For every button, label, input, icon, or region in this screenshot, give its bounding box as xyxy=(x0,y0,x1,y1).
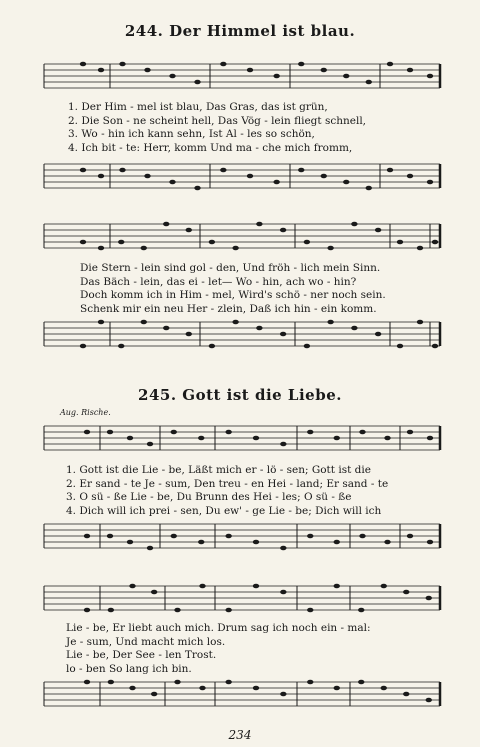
lyric-line: 4. Dich will ich prei - sen, Du ew' - ge Lie - be; Dich will ich xyxy=(66,504,382,517)
note-head xyxy=(432,344,438,349)
note-head xyxy=(280,546,286,551)
note-head xyxy=(119,168,125,173)
note-head xyxy=(209,240,215,245)
note-head xyxy=(171,430,177,435)
lyric-line: Die Stern - lein sind gol - den, Und fröh - lich mein Sinn. xyxy=(80,262,381,274)
note-head xyxy=(407,430,413,435)
note-head xyxy=(98,68,104,73)
note-head xyxy=(327,320,333,325)
note-head xyxy=(427,540,433,545)
note-head xyxy=(334,540,340,545)
note-head xyxy=(366,80,372,85)
note-head xyxy=(225,430,231,435)
note-head xyxy=(147,546,153,551)
note-head xyxy=(127,436,133,441)
note-head xyxy=(151,590,157,595)
treble-staff xyxy=(0,60,480,96)
note-head xyxy=(427,180,433,185)
note-head xyxy=(118,344,124,349)
note-head xyxy=(426,596,432,601)
note-head xyxy=(280,692,286,697)
note-head xyxy=(80,240,86,245)
note-head xyxy=(247,68,253,73)
lyric-line: Doch komm ich in Him - mel, Wird's schö - ner noch sein. xyxy=(80,289,386,301)
lyric-line: 3. Wo - hin ich kann sehn, Ist Al - les so schön, xyxy=(68,128,315,140)
note-head xyxy=(169,74,175,79)
note-head xyxy=(84,608,90,613)
note-head xyxy=(321,174,327,179)
note-head xyxy=(427,436,433,441)
note-head xyxy=(225,680,231,685)
note-head xyxy=(107,534,113,539)
note-head xyxy=(141,246,147,251)
note-head xyxy=(359,534,365,539)
bass-staff xyxy=(0,678,480,714)
lyric-line: Lie - be, Der See - len Trost. xyxy=(66,649,217,661)
note-head xyxy=(366,186,372,191)
note-head xyxy=(163,326,169,331)
lyric-line: Das Bäch - lein, das ei - let— Wo - hin, ach wo - hin? xyxy=(80,275,357,288)
note-head xyxy=(141,320,147,325)
note-head xyxy=(403,590,409,595)
note-head xyxy=(247,174,253,179)
note-head xyxy=(307,608,313,613)
note-head xyxy=(108,680,114,685)
lyric-line: Schenk mir ein neu Her - zlein, Daß ich hin - ein komm. xyxy=(80,302,377,315)
note-head xyxy=(343,180,349,185)
note-head xyxy=(127,540,133,545)
note-head xyxy=(327,246,333,251)
note-head xyxy=(407,534,413,539)
note-head xyxy=(98,246,104,251)
lyric-line: 1. Gott ist die Lie - be, Läßt mich er - lö - sen; Gott ist die xyxy=(66,464,371,476)
note-head xyxy=(80,168,86,173)
note-head xyxy=(397,240,403,245)
note-head xyxy=(375,228,381,233)
note-head xyxy=(171,534,177,539)
note-head xyxy=(384,540,390,545)
note-head xyxy=(151,692,157,697)
note-head xyxy=(225,534,231,539)
note-head xyxy=(304,240,310,245)
note-head xyxy=(432,240,438,245)
note-head xyxy=(307,534,313,539)
lyric-line: 2. Die Son - ne scheint hell, Das Vög - lein fliegt schnell, xyxy=(68,114,367,127)
note-head xyxy=(84,680,90,685)
note-head xyxy=(199,584,205,589)
note-head xyxy=(280,442,286,447)
lyric-line: Lie - be, Er liebt auch mich. Drum sag ich noch ein - mal: xyxy=(66,622,371,634)
note-head xyxy=(407,68,413,73)
note-head xyxy=(351,222,357,227)
note-head xyxy=(256,222,262,227)
note-head xyxy=(253,540,259,545)
note-head xyxy=(375,332,381,337)
note-head xyxy=(80,344,86,349)
note-head xyxy=(186,228,192,233)
note-head xyxy=(129,584,135,589)
hymn-title: 244. Der Himmel ist blau. xyxy=(124,22,356,40)
composer-credit: Aug. Rische. xyxy=(60,408,111,417)
note-head xyxy=(174,608,180,613)
note-head xyxy=(397,344,403,349)
note-head xyxy=(387,62,393,67)
treble-staff xyxy=(0,582,480,618)
note-head xyxy=(147,442,153,447)
note-head xyxy=(194,80,200,85)
note-head xyxy=(84,534,90,539)
note-head xyxy=(107,430,113,435)
note-head xyxy=(84,430,90,435)
note-head xyxy=(307,680,313,685)
note-head xyxy=(280,590,286,595)
lyric-line: 3. O sü - ße Lie - be, Du Brunn des Hei - les; O sü - ße xyxy=(66,491,352,503)
note-head xyxy=(280,332,286,337)
note-head xyxy=(186,332,192,337)
verse-block xyxy=(66,622,371,676)
note-head xyxy=(359,430,365,435)
note-head xyxy=(307,430,313,435)
note-head xyxy=(220,62,226,67)
note-head xyxy=(98,174,104,179)
note-head xyxy=(321,68,327,73)
note-head xyxy=(225,608,231,613)
note-head xyxy=(198,540,204,545)
note-head xyxy=(358,608,364,613)
note-head xyxy=(381,584,387,589)
note-head xyxy=(253,436,259,441)
note-head xyxy=(358,680,364,685)
note-head xyxy=(169,180,175,185)
note-head xyxy=(334,686,340,691)
note-head xyxy=(232,320,238,325)
note-head xyxy=(384,436,390,441)
bass-staff xyxy=(0,520,480,556)
note-head xyxy=(232,246,238,251)
lyric-line: 4. Ich bit - te: Herr, komm Und ma - che mich fromm, xyxy=(68,141,353,154)
note-head xyxy=(387,168,393,173)
note-head xyxy=(209,344,215,349)
note-head xyxy=(129,686,135,691)
note-head xyxy=(334,584,340,589)
note-head xyxy=(199,686,205,691)
note-head xyxy=(417,320,423,325)
note-head xyxy=(220,168,226,173)
note-head xyxy=(351,326,357,331)
note-head xyxy=(343,74,349,79)
note-head xyxy=(407,174,413,179)
note-head xyxy=(298,62,304,67)
note-head xyxy=(273,180,279,185)
verse-block xyxy=(66,464,388,518)
note-head xyxy=(403,692,409,697)
lyric-line: 2. Er sand - te Je - sum, Den treu - en Hei - land; Er sand - te xyxy=(66,477,389,490)
lyric-line: Je - sum, Und macht mich los. xyxy=(66,635,226,648)
note-head xyxy=(108,608,114,613)
note-head xyxy=(256,326,262,331)
note-head xyxy=(98,320,104,325)
note-head xyxy=(334,436,340,441)
lyric-line: lo - ben So lang ich bin. xyxy=(66,662,192,675)
note-head xyxy=(194,186,200,191)
lyric-line: 1. Der Him - mel ist blau, Das Gras, das ist grün, xyxy=(68,101,328,113)
note-head xyxy=(174,680,180,685)
note-head xyxy=(144,68,150,73)
note-head xyxy=(118,240,124,245)
note-head xyxy=(80,62,86,67)
bass-staff xyxy=(0,160,480,196)
bass-staff xyxy=(0,318,480,354)
note-head xyxy=(381,686,387,691)
treble-staff xyxy=(0,220,480,256)
note-head xyxy=(119,62,125,67)
page-number: 234 xyxy=(228,728,252,742)
verse-block xyxy=(68,101,366,155)
note-head xyxy=(426,698,432,703)
note-head xyxy=(198,436,204,441)
note-head xyxy=(280,228,286,233)
verse-block xyxy=(80,262,386,316)
note-head xyxy=(144,174,150,179)
note-head xyxy=(163,222,169,227)
note-head xyxy=(253,584,259,589)
note-head xyxy=(253,686,259,691)
note-head xyxy=(417,246,423,251)
treble-staff xyxy=(0,422,480,458)
note-head xyxy=(427,74,433,79)
note-head xyxy=(273,74,279,79)
hymn-title: 245. Gott ist die Liebe. xyxy=(138,386,342,404)
note-head xyxy=(304,344,310,349)
note-head xyxy=(298,168,304,173)
